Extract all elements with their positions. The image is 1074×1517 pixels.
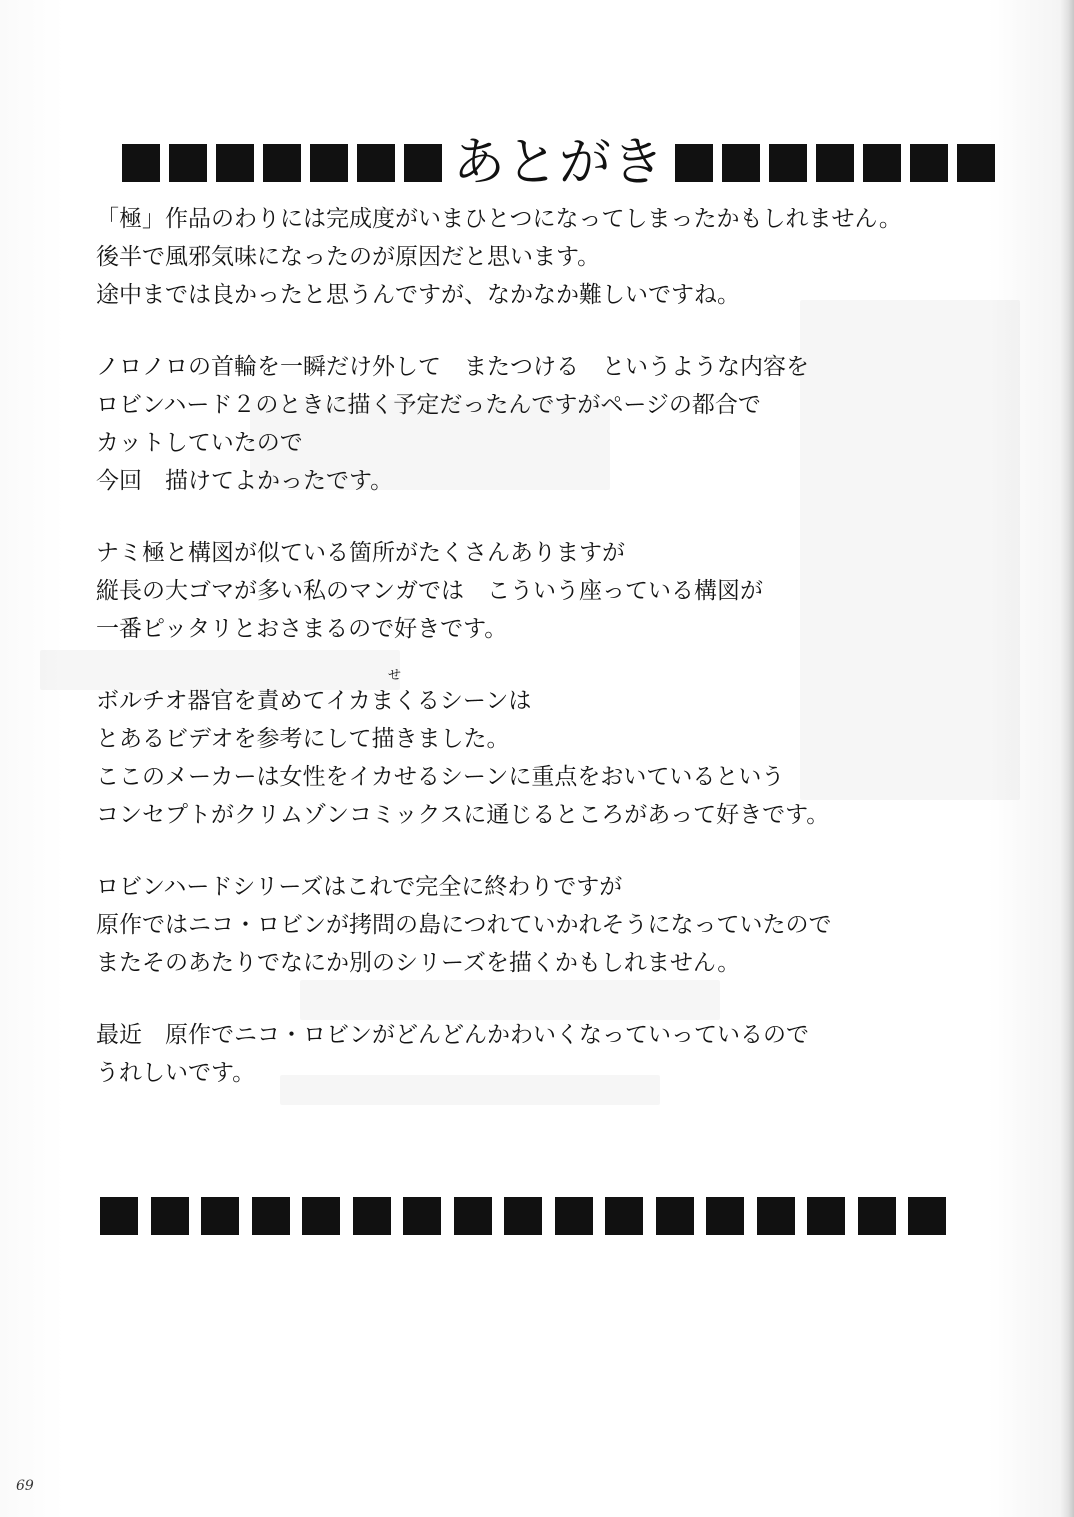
paragraph xyxy=(96,200,956,314)
paragraph xyxy=(96,668,956,834)
text-line: ロビンハード２のときに描く予定だったんですがページの都合で xyxy=(96,392,761,418)
text-line: 最近 原作でニコ・ロビンがどんどんかわいくなっていっているので xyxy=(96,1022,809,1048)
text-line: 原作ではニコ・ロビンが拷問の島につれていかれそうになっていたので xyxy=(96,912,832,938)
text-line: ロビンハードシリーズはこれで完全に終わりですが xyxy=(96,874,623,900)
black-square-ornament xyxy=(957,144,995,182)
black-square-ornament xyxy=(605,1197,643,1235)
black-square-ornament xyxy=(769,144,807,182)
paragraph xyxy=(96,868,956,982)
black-square-ornament xyxy=(908,1197,946,1235)
text-line: ノロノロの首輪を一瞬だけ外して またつける というような内容を xyxy=(96,354,809,380)
header-left-squares xyxy=(122,144,451,182)
black-square-ornament xyxy=(357,144,395,182)
black-square-ornament xyxy=(403,1197,441,1235)
black-square-ornament xyxy=(504,1197,542,1235)
black-square-ornament xyxy=(252,1197,290,1235)
furigana: せ xyxy=(388,668,402,683)
afterword-header xyxy=(122,128,922,198)
black-square-ornament xyxy=(302,1197,340,1235)
black-square-ornament xyxy=(807,1197,845,1235)
black-square-ornament xyxy=(555,1197,593,1235)
black-square-ornament xyxy=(656,1197,694,1235)
header-right-squares xyxy=(675,144,1004,182)
text-line: カットしていたので xyxy=(96,430,303,456)
black-square-ornament xyxy=(910,144,948,182)
text-line: コンセプトがクリムゾンコミックスに通じるところがあって好きです。 xyxy=(96,802,830,828)
text-line: ナミ極と構図が似ている箇所がたくさんありますが xyxy=(96,540,625,566)
page-edge-shadow xyxy=(1060,0,1074,1517)
black-square-ornament xyxy=(100,1197,138,1235)
black-square-ornament xyxy=(151,1197,189,1235)
black-square-ornament xyxy=(722,144,760,182)
black-square-ornament xyxy=(201,1197,239,1235)
text-line: 後半で風邪気味になったのが原因だと思います。 xyxy=(96,244,601,270)
text-line: 一番ピッタリとおさまるので好きです。 xyxy=(96,616,508,642)
black-square-ornament xyxy=(353,1197,391,1235)
text-line: 縦長の大ゴマが多い私のマンガでは こういう座っている構図が xyxy=(96,578,763,604)
black-square-ornament xyxy=(122,144,160,182)
page-number: 69 xyxy=(16,1478,34,1494)
black-square-ornament xyxy=(169,144,207,182)
text-line: とあるビデオを参考にして描きました。 xyxy=(96,726,510,752)
black-square-ornament xyxy=(706,1197,744,1235)
paragraph xyxy=(96,348,956,500)
text-line: ボルチオ器官を責めてイカまくるシーンは xyxy=(96,688,532,714)
paragraph xyxy=(96,1016,956,1092)
text-line: ここのメーカーは女性をイカせるシーンに重点をおいているという xyxy=(96,764,785,790)
black-square-ornament xyxy=(404,144,442,182)
text-line: 途中までは良かったと思うんですが、なかなか難しいですね。 xyxy=(96,282,740,308)
black-square-ornament xyxy=(675,144,713,182)
paragraph xyxy=(96,534,956,648)
black-square-ornament xyxy=(757,1197,795,1235)
afterword-body xyxy=(96,200,956,1112)
text-line: うれしいです。 xyxy=(96,1060,256,1086)
text-line: 今回 描けてよかったです。 xyxy=(96,468,394,494)
black-square-ornament xyxy=(216,144,254,182)
page-title: あとがき xyxy=(453,133,666,193)
black-square-ornament xyxy=(858,1197,896,1235)
black-square-ornament xyxy=(863,144,901,182)
footer-square-bar xyxy=(100,1196,950,1236)
black-square-ornament xyxy=(816,144,854,182)
black-square-ornament xyxy=(263,144,301,182)
black-square-ornament xyxy=(310,144,348,182)
text-line: またそのあたりでなにか別のシリーズを描くかもしれません。 xyxy=(96,950,741,976)
black-square-ornament xyxy=(454,1197,492,1235)
text-line: 「極」作品のわりには完成度がいまひとつになってしまったかもしれません。 xyxy=(96,206,902,232)
